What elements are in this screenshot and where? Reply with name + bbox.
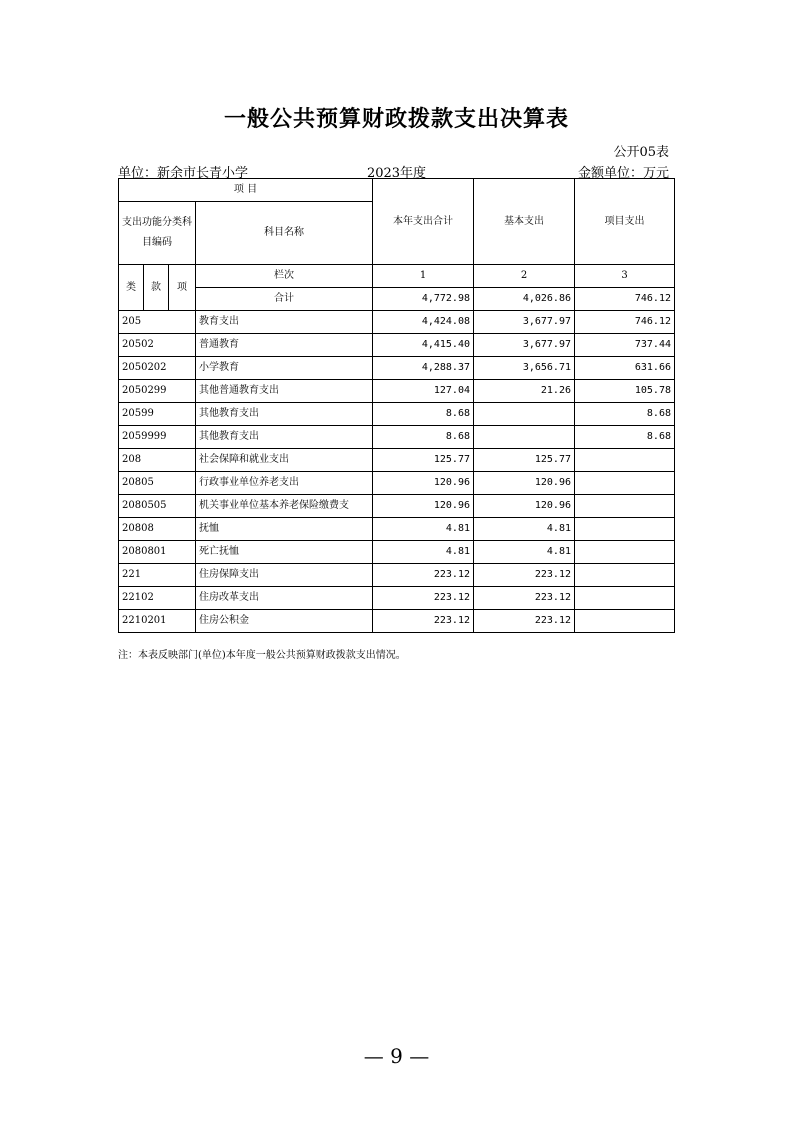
header-row-lanci (119, 265, 675, 288)
document-title: 一般公共预算财政拨款支出决算表 (223, 107, 569, 132)
header-basic: 基本支出 (474, 179, 575, 265)
row-project: 746.12 (575, 311, 675, 334)
table-row (119, 403, 675, 426)
expenditure-table (118, 178, 675, 633)
total-sum: 4,772.98 (373, 288, 474, 311)
total-basic: 4,026.86 (474, 288, 575, 311)
row-total: 127.04 (373, 380, 474, 403)
row-basic: 4.81 (474, 518, 575, 541)
table-row (119, 518, 675, 541)
row-name: 住房改革支出 (196, 587, 373, 610)
row-basic: 223.12 (474, 564, 575, 587)
header-lei: 类 (119, 265, 144, 311)
header-col2: 2 (474, 265, 575, 288)
row-name: 其他普通教育支出 (196, 380, 373, 403)
row-code: 20502 (119, 334, 196, 357)
row-total: 4,424.08 (373, 311, 474, 334)
row-basic (474, 426, 575, 449)
row-total: 223.12 (373, 564, 474, 587)
row-name: 小学教育 (196, 357, 373, 380)
table-row (119, 380, 675, 403)
header-item: 项 目 (119, 179, 373, 202)
row-project: 631.66 (575, 357, 675, 380)
row-basic: 125.77 (474, 449, 575, 472)
row-name: 教育支出 (196, 311, 373, 334)
header-xiang: 项 (169, 265, 196, 311)
header-row-item (119, 179, 675, 202)
row-name: 住房公积金 (196, 610, 373, 633)
row-name: 死亡抚恤 (196, 541, 373, 564)
row-code: 221 (119, 564, 196, 587)
row-project (575, 449, 675, 472)
table-row (119, 334, 675, 357)
row-project (575, 610, 675, 633)
row-project (575, 495, 675, 518)
row-code: 22102 (119, 587, 196, 610)
row-total: 4,415.40 (373, 334, 474, 357)
header-subject-name: 科目名称 (196, 202, 373, 265)
row-code: 2050202 (119, 357, 196, 380)
header-col1: 1 (373, 265, 474, 288)
row-code: 208 (119, 449, 196, 472)
row-basic (474, 403, 575, 426)
row-total: 125.77 (373, 449, 474, 472)
row-basic: 3,677.97 (474, 334, 575, 357)
row-total: 4.81 (373, 541, 474, 564)
table-row (119, 587, 675, 610)
table-row (119, 610, 675, 633)
row-code: 2210201 (119, 610, 196, 633)
row-basic: 21.26 (474, 380, 575, 403)
row-total: 8.68 (373, 426, 474, 449)
table-row (119, 311, 675, 334)
page-number: — 9 — (363, 1044, 430, 1068)
header-project: 项目支出 (575, 179, 675, 265)
table-note: 注：本表反映部门(单位)本年度一般公共预算财政拨款支出情况。 (118, 650, 406, 661)
table-row (119, 495, 675, 518)
row-code: 2080801 (119, 541, 196, 564)
row-total: 4.81 (373, 518, 474, 541)
row-basic: 4.81 (474, 541, 575, 564)
total-project: 746.12 (575, 288, 675, 311)
report-year: 2023年度 (366, 166, 427, 181)
row-project: 737.44 (575, 334, 675, 357)
row-name: 抚恤 (196, 518, 373, 541)
header-col3: 3 (575, 265, 675, 288)
table-row (119, 564, 675, 587)
table-row (119, 472, 675, 495)
header-kuan: 款 (144, 265, 169, 311)
total-row (119, 288, 675, 311)
row-total: 223.12 (373, 610, 474, 633)
row-total: 223.12 (373, 587, 474, 610)
row-basic: 120.96 (474, 495, 575, 518)
table-row (119, 541, 675, 564)
row-project: 105.78 (575, 380, 675, 403)
row-name: 机关事业单位基本养老保险缴费支 (196, 495, 373, 518)
row-code: 2050299 (119, 380, 196, 403)
row-name: 住房保障支出 (196, 564, 373, 587)
row-project: 8.68 (575, 403, 675, 426)
row-name: 普通教育 (196, 334, 373, 357)
row-total: 120.96 (373, 495, 474, 518)
row-project (575, 541, 675, 564)
row-total: 8.68 (373, 403, 474, 426)
row-code: 20599 (119, 403, 196, 426)
row-name: 行政事业单位养老支出 (196, 472, 373, 495)
header-func-code: 支出功能分类科目编码 (119, 202, 196, 265)
row-project (575, 564, 675, 587)
table-row (119, 449, 675, 472)
row-code: 2059999 (119, 426, 196, 449)
table-row (119, 426, 675, 449)
row-project (575, 518, 675, 541)
row-code: 20805 (119, 472, 196, 495)
row-total: 120.96 (373, 472, 474, 495)
row-basic: 223.12 (474, 610, 575, 633)
row-name: 其他教育支出 (196, 426, 373, 449)
header-total: 本年支出合计 (373, 179, 474, 265)
reporting-unit: 单位：新余市长青小学 (118, 166, 249, 181)
row-basic: 223.12 (474, 587, 575, 610)
money-unit: 金额单位：万元 (577, 166, 669, 181)
row-basic: 120.96 (474, 472, 575, 495)
row-project (575, 472, 675, 495)
row-basic: 3,677.97 (474, 311, 575, 334)
form-number: 公开05表 (613, 145, 669, 160)
row-code: 2080505 (119, 495, 196, 518)
row-project (575, 587, 675, 610)
row-basic: 3,656.71 (474, 357, 575, 380)
table-row (119, 357, 675, 380)
header-lanci: 栏次 (196, 265, 373, 288)
row-total: 4,288.37 (373, 357, 474, 380)
row-name: 社会保障和就业支出 (196, 449, 373, 472)
row-code: 205 (119, 311, 196, 334)
row-project: 8.68 (575, 426, 675, 449)
total-label: 合计 (196, 288, 373, 311)
row-code: 20808 (119, 518, 196, 541)
row-name: 其他教育支出 (196, 403, 373, 426)
